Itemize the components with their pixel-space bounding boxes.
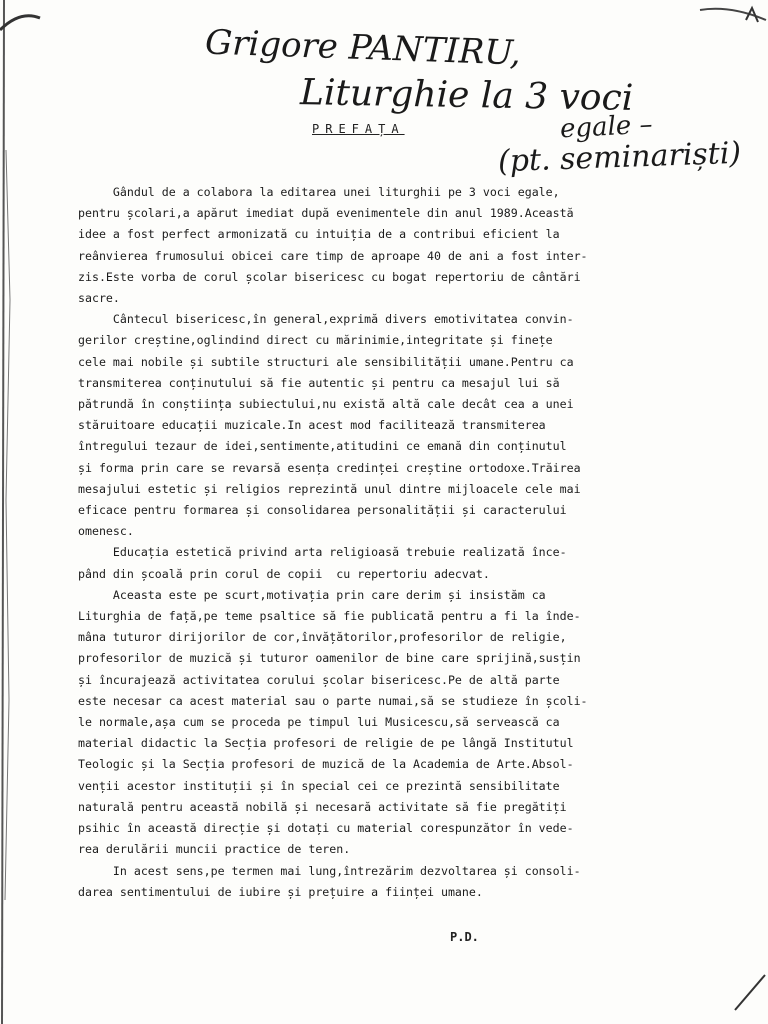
body-text: [78, 182, 768, 903]
paragraph-3: Educația estetică privind arta religioasă trebuie realizată înce- pând din școală prin corul de copii cu repertoriu adecvat.: [78, 545, 567, 581]
handwritten-work-title: Liturghie la 3 voci: [299, 72, 634, 119]
signature: P.D.: [450, 930, 479, 944]
handwritten-voices-note: egale –: [559, 109, 654, 145]
handwritten-audience-note: (pt. seminariști): [497, 135, 742, 180]
handwritten-author: Grigore PANTIRU,: [204, 22, 522, 74]
paragraph-4: Aceasta este pe scurt,motivația prin care derim și insistăm ca Liturghia de față,pe teme psaltice să fie publicată pentru a fi la înde- mâna tuturor dirijorilor de cor,învățătorilor,profesorilor de religie, profesorilor de muzică și tuturor oamenilor de bine care sprijină,susțin și încurajează activitatea corului școlar bisericesc.Pe de altă parte este necesar ca acest material sau o parte numai,să se studieze în școli- le normale,așa cum se proceda pe timpul lui Musicescu,să servească ca material didactic la Secția profesori de religie de pe lângă Institutul Teologic și la Secția profesori de muzică de la Academia de Arte.Absol- venții acestor instituții și în special cei ce prezintă sensibilitate naturală pentru această nobilă și necesară activitate să fie pregătiți psihic în această direcție și dotați cu material corespunzător în vede- rea derulării muncii practice de teren.: [78, 587, 588, 857]
page-title: PREFAȚA: [312, 122, 405, 136]
paragraph-1: Gândul de a colabora la editarea unei liturghii pe 3 voci egale, pentru școlari,a apărut imediat după evenimentele din anul 1989.Această idee a fost perfect armonizată cu intuiția de a contribui eficient la reânvierea frumosului obicei care timp de aproape 40 de ani a fost inter- zis.Este vorba de corul școlar bisericesc cu bogat repertoriu de cântări sacre.: [78, 185, 588, 306]
paragraph-2: Cântecul bisericesc,în general,exprimă divers emotivitatea convin- gerilor creștine,oglindind direct cu mărinimie,integritate și finețe cele mai nobile și subtile structuri ale sensibilității umane.Pentru ca transmiterea conținutului să fie autentic și pentru ca mesajul lui să pătrundă în conștiința subiectului,nu există altă cale decât cea a unei stăruitoare educații muzicale.In acest mod facilitează transmiterea întregului tezaur de idei,sentimente,atitudini ce emană din conținutul și forma prin care se revarsă esența credinței creștine ortodoxe.Trăirea mesajului estetic și religios reprezintă unul dintre mijloacele cele mai eficace pentru formarea și consolidarea personalității și caracterului omenesc.: [78, 312, 581, 539]
paragraph-5: In acest sens,pe termen mai lung,întrezărim dezvoltarea și consoli- darea sentimentului de iubire și prețuire a ființei umane.: [78, 863, 581, 899]
